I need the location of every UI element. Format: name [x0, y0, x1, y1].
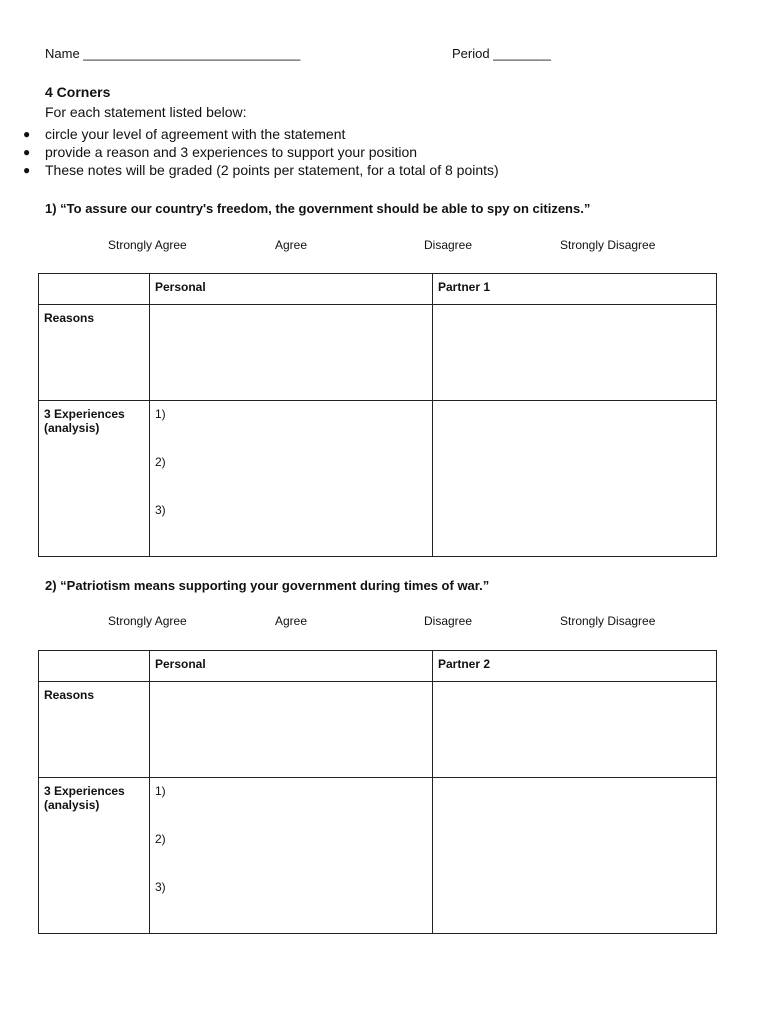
bullet-text: circle your level of agreement with the statement [45, 126, 346, 142]
scale-strongly-disagree[interactable]: Strongly Disagree [560, 614, 656, 628]
bullet-icon: ● [23, 163, 31, 177]
row-label-experiences: 3 Experiences (analysis) [39, 401, 150, 557]
bullet-text: These notes will be graded (2 points per statement, for a total of 8 points) [45, 162, 499, 178]
scale-disagree[interactable]: Disagree [424, 614, 473, 628]
bullet-icon: ● [23, 127, 31, 141]
scale-disagree[interactable]: Disagree [424, 238, 473, 252]
experience-number: 3) [155, 880, 166, 894]
personal-reasons-cell[interactable] [150, 682, 433, 778]
scale-agree[interactable]: Agree [275, 238, 308, 252]
period-field-label: Period ________ [452, 46, 552, 61]
column-partner: Partner 2 [433, 651, 717, 682]
statement-1: 1) “To assure our country's freedom, the government should be able to spy on citizens.” [45, 201, 591, 216]
table-row [39, 682, 717, 778]
personal-experiences-cell[interactable] [150, 401, 433, 557]
table-corner-cell [39, 651, 150, 682]
row-label-reasons: Reasons [39, 682, 150, 778]
scale-strongly-agree[interactable]: Strongly Agree [108, 614, 187, 628]
partner-reasons-cell[interactable] [433, 682, 717, 778]
table-row [39, 274, 717, 305]
page-title: 4 Corners [45, 84, 111, 100]
instruction-list [20, 125, 499, 179]
partner-experiences-cell[interactable] [433, 401, 717, 557]
personal-reasons-cell[interactable] [150, 305, 433, 401]
list-item [20, 125, 499, 143]
scale-strongly-disagree[interactable]: Strongly Disagree [560, 238, 656, 252]
row-label-experiences: 3 Experiences (analysis) [39, 778, 150, 934]
agreement-scale-2 [40, 614, 720, 632]
personal-experiences-cell[interactable] [150, 778, 433, 934]
experience-number: 2) [155, 455, 166, 469]
table-row [39, 305, 717, 401]
scale-agree[interactable]: Agree [275, 614, 308, 628]
list-item [20, 161, 499, 179]
list-item [20, 143, 499, 161]
instructions-intro: For each statement listed below: [45, 104, 247, 120]
bullet-icon: ● [23, 145, 31, 159]
statement-2: 2) “Patriotism means supporting your government during times of war.” [45, 578, 490, 593]
notes-table-2 [38, 650, 717, 934]
bullet-text: provide a reason and 3 experiences to support your position [45, 144, 418, 160]
row-label-reasons: Reasons [39, 305, 150, 401]
table-row [39, 651, 717, 682]
partner-reasons-cell[interactable] [433, 305, 717, 401]
column-partner: Partner 1 [433, 274, 717, 305]
table-row [39, 401, 717, 557]
partner-experiences-cell[interactable] [433, 778, 717, 934]
table-corner-cell [39, 274, 150, 305]
experience-number: 1) [155, 784, 166, 798]
experience-number: 1) [155, 407, 166, 421]
notes-table-1 [38, 273, 717, 557]
scale-strongly-agree[interactable]: Strongly Agree [108, 238, 187, 252]
experience-number: 2) [155, 832, 166, 846]
column-personal: Personal [150, 274, 433, 305]
table-row [39, 778, 717, 934]
experience-number: 3) [155, 503, 166, 517]
agreement-scale-1 [40, 238, 720, 256]
column-personal: Personal [150, 651, 433, 682]
name-field-label: Name ______________________________ [45, 46, 301, 61]
